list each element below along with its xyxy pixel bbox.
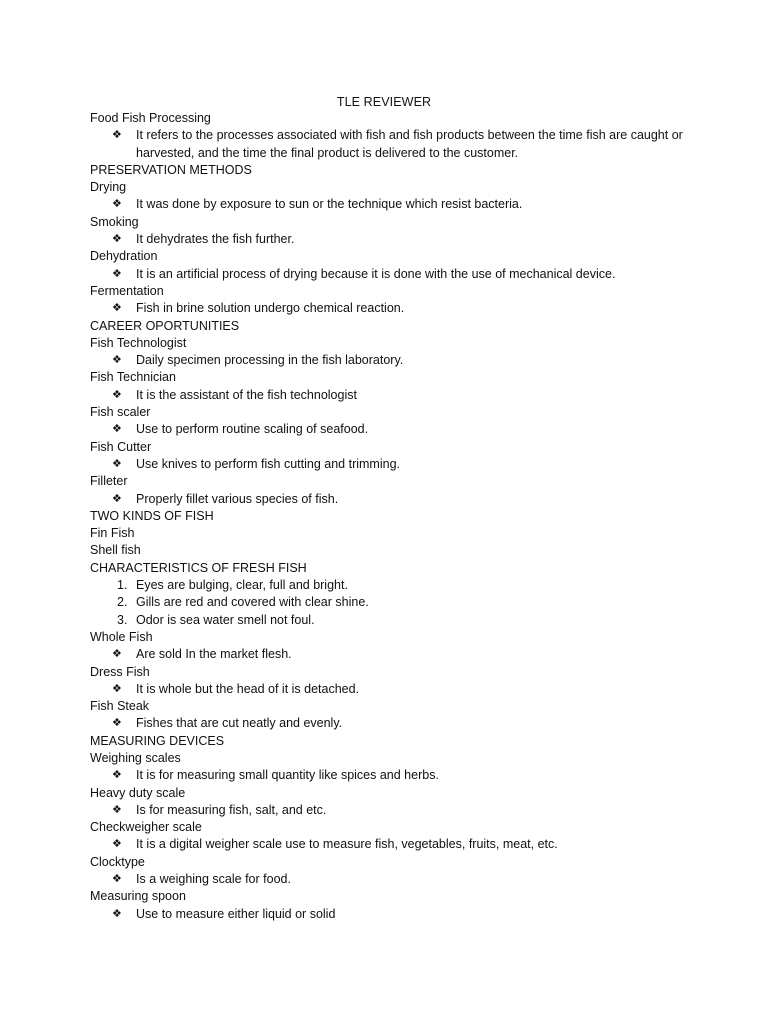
section-heading: Fermentation bbox=[90, 283, 164, 298]
bullet-item bbox=[90, 387, 690, 404]
diamond-bullet-icon: ❖ bbox=[112, 717, 122, 730]
bullet-text: Fish in brine solution undergo chemical reaction. bbox=[136, 301, 405, 316]
section-heading: Fin Fish bbox=[90, 526, 135, 541]
bullet-text: It is the assistant of the fish technologist bbox=[136, 387, 357, 402]
section-heading: MEASURING DEVICES bbox=[90, 733, 225, 748]
section-heading: Fish Technologist bbox=[90, 335, 187, 350]
section-heading: CHARACTERISTICS OF FRESH FISH bbox=[90, 560, 307, 575]
bullet-text: Use knives to perform fish cutting and trimming. bbox=[136, 456, 400, 471]
section-heading: Weighing scales bbox=[90, 750, 181, 765]
diamond-bullet-icon: ❖ bbox=[112, 198, 122, 211]
bullet-item bbox=[90, 421, 690, 438]
diamond-bullet-icon: ❖ bbox=[112, 423, 122, 436]
diamond-bullet-icon: ❖ bbox=[112, 648, 122, 661]
bullet-item bbox=[90, 231, 690, 248]
diamond-bullet-icon: ❖ bbox=[112, 682, 122, 695]
bullet-item bbox=[90, 456, 690, 473]
section-heading: Smoking bbox=[90, 214, 139, 229]
bullet-text: Is for measuring fish, salt, and etc. bbox=[136, 802, 327, 817]
bullet-text: Is a weighing scale for food. bbox=[136, 872, 291, 887]
diamond-bullet-icon: ❖ bbox=[112, 233, 122, 246]
diamond-bullet-icon: ❖ bbox=[112, 388, 122, 401]
section-heading: Food Fish Processing bbox=[90, 111, 211, 125]
bullet-item bbox=[90, 836, 690, 853]
section-heading: Dehydration bbox=[90, 249, 158, 264]
diamond-bullet-icon: ❖ bbox=[112, 354, 122, 367]
bullet-item bbox=[90, 491, 690, 508]
bullet-item bbox=[90, 802, 690, 819]
diamond-bullet-icon: ❖ bbox=[112, 838, 122, 851]
bullet-item bbox=[90, 127, 690, 162]
section-heading: Checkweigher scale bbox=[90, 820, 202, 835]
section-heading: Fish Steak bbox=[90, 699, 150, 714]
document-title: TLE REVIEWER bbox=[336, 95, 432, 109]
bullet-text: Use to measure either liquid or solid bbox=[136, 906, 336, 921]
section-heading: Drying bbox=[90, 180, 127, 195]
bullet-item bbox=[90, 906, 690, 923]
diamond-bullet-icon: ❖ bbox=[112, 129, 122, 142]
diamond-bullet-icon: ❖ bbox=[112, 769, 122, 782]
bullet-text: It is whole but the head of it is detached. bbox=[136, 681, 360, 696]
numbered-item bbox=[90, 577, 690, 594]
bullet-item bbox=[90, 681, 690, 698]
bullet-text: Use to perform routine scaling of seafood. bbox=[136, 422, 369, 437]
bullet-text: It is for measuring small quantity like spices and herbs. bbox=[136, 768, 439, 783]
bullet-text: It refers to the processes associated with fish and fish products between the time fish are caught or harvested, and the time the final product is delivered to the customer. bbox=[136, 128, 683, 160]
item-number: 2. bbox=[117, 595, 128, 610]
diamond-bullet-icon: ❖ bbox=[112, 302, 122, 315]
diamond-bullet-icon: ❖ bbox=[112, 873, 122, 886]
item-number: 1. bbox=[117, 578, 128, 593]
section-heading: Dress Fish bbox=[90, 664, 150, 679]
numbered-item bbox=[90, 594, 690, 611]
bullet-item bbox=[90, 196, 690, 213]
bullet-text: It was done by exposure to sun or the technique which resist bacteria. bbox=[136, 197, 523, 212]
bullet-text: It dehydrates the fish further. bbox=[136, 232, 295, 247]
numbered-item bbox=[90, 612, 690, 629]
section-heading: Whole Fish bbox=[90, 629, 153, 644]
diamond-bullet-icon: ❖ bbox=[112, 457, 122, 470]
section-heading: CAREER OPORTUNITIES bbox=[90, 318, 240, 333]
section-heading: TWO KINDS OF FISH bbox=[90, 508, 214, 523]
section-heading: Measuring spoon bbox=[90, 889, 186, 904]
bullet-text: It is an artificial process of drying because it is done with the use of mechanical device. bbox=[136, 266, 616, 281]
item-number: 3. bbox=[117, 612, 128, 627]
bullet-item bbox=[90, 646, 690, 663]
bullet-text: Daily specimen processing in the fish laboratory. bbox=[136, 353, 404, 368]
diamond-bullet-icon: ❖ bbox=[112, 803, 122, 816]
section-heading: Fish scaler bbox=[90, 405, 151, 420]
bullet-item bbox=[90, 715, 690, 732]
section-heading: Heavy duty scale bbox=[90, 785, 186, 800]
bullet-text: Fishes that are cut neatly and evenly. bbox=[136, 716, 343, 731]
bullet-text: Properly fillet various species of fish. bbox=[136, 491, 339, 506]
bullet-item bbox=[90, 767, 690, 784]
bullet-item bbox=[90, 300, 690, 317]
bullet-item bbox=[90, 266, 690, 283]
numbered-text: Gills are red and covered with clear shine. bbox=[136, 595, 369, 610]
bullet-item bbox=[90, 352, 690, 369]
bullet-item bbox=[90, 871, 690, 888]
section-heading: PRESERVATION METHODS bbox=[90, 162, 252, 177]
numbered-text: Eyes are bulging, clear, full and bright. bbox=[136, 578, 348, 593]
bullet-text: Are sold In the market flesh. bbox=[136, 647, 292, 662]
section-heading: Filleter bbox=[90, 474, 128, 489]
section-heading: Fish Cutter bbox=[90, 439, 152, 454]
section-heading: Shell fish bbox=[90, 543, 141, 558]
bullet-text: It is a digital weigher scale use to measure fish, vegetables, fruits, meat, etc. bbox=[136, 837, 558, 852]
diamond-bullet-icon: ❖ bbox=[112, 267, 122, 280]
diamond-bullet-icon: ❖ bbox=[112, 492, 122, 505]
numbered-text: Odor is sea water smell not foul. bbox=[136, 612, 315, 627]
document-body bbox=[90, 110, 690, 923]
diamond-bullet-icon: ❖ bbox=[112, 907, 122, 920]
section-heading: Fish Technician bbox=[90, 370, 176, 385]
section-heading: Clocktype bbox=[90, 854, 145, 869]
